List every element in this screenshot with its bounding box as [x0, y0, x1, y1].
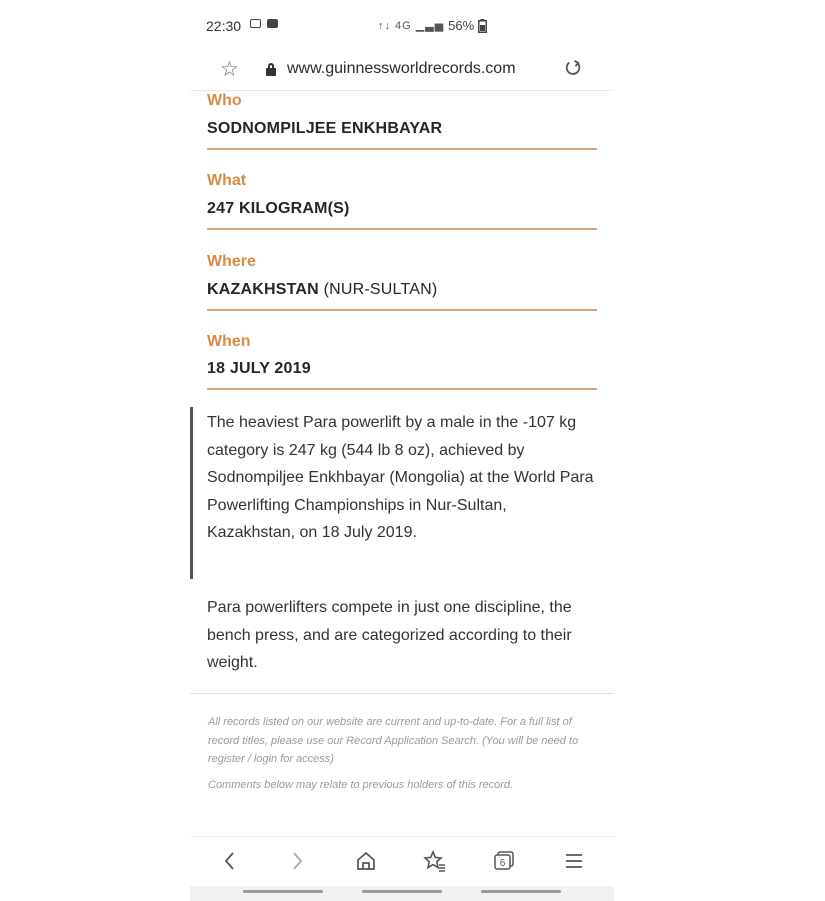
browser-screen — [190, 0, 614, 901]
address-bar — [190, 50, 614, 91]
where-city: (NUR-SULTAN) — [323, 281, 438, 298]
what-label: What — [207, 172, 247, 189]
menu-button[interactable] — [557, 847, 591, 877]
forward-button[interactable] — [280, 847, 314, 877]
back-icon — [220, 850, 240, 872]
bookmark-star-icon[interactable]: ☆ — [220, 58, 239, 81]
what-value: 247 KILOGRAM(S) — [207, 200, 350, 217]
record-where — [207, 251, 597, 311]
quote-bar — [190, 407, 193, 579]
bookmarks-button[interactable] — [418, 847, 452, 877]
home-button[interactable] — [349, 847, 383, 877]
disclaimer-text: All records listed on our website are current and up-to-date. For a full list of record titles, please use our Record Application Search. (You will be need to register / login for access) — [208, 716, 579, 765]
when-value: 18 JULY 2019 — [207, 360, 311, 377]
gallery-notification-icon — [250, 19, 261, 28]
record-note: Para powerlifters compete in just one discipline, the bench press, and are categorized according to their weight. — [207, 599, 572, 671]
tab-count: 6 — [499, 858, 506, 869]
comments-note: Comments below may relate to previous holders of this record. — [208, 779, 514, 791]
where-value — [207, 281, 437, 299]
status-bar — [190, 0, 614, 50]
forward-icon — [287, 850, 307, 872]
record-what — [207, 170, 597, 230]
battery-percentage: 56% — [448, 18, 475, 33]
who-value: SODNOMPILJEE ENKHBAYAR — [207, 120, 443, 137]
record-who — [207, 90, 597, 150]
who-label: Who — [207, 92, 242, 109]
gesture-handle-center[interactable] — [362, 890, 442, 893]
signal-icon: ↑↓ 4G ▁▃▅ — [378, 20, 445, 32]
menu-icon — [563, 850, 585, 872]
when-label: When — [207, 333, 251, 350]
notification-icons — [250, 19, 278, 28]
home-icon — [355, 850, 377, 872]
divider — [190, 693, 614, 694]
record-description: The heaviest Para powerlift by a male in the -107 kg category is 247 kg (544 lb 8 oz), achieved by Sodnompiljee Enkhbayar (Mongolia) at the World Para Powerlifting Championships in Nur-Sultan, Kazakhstan, on 18 July 2019. — [207, 414, 594, 541]
url-field[interactable]: www.guinnessworldrecords.com — [287, 60, 516, 77]
status-time: 22:30 — [206, 18, 242, 34]
back-button[interactable] — [213, 847, 247, 877]
gesture-handle-right[interactable] — [481, 890, 561, 893]
tabs-icon — [492, 850, 516, 872]
reload-icon[interactable] — [564, 59, 582, 77]
tabs-button[interactable] — [487, 847, 521, 877]
battery-icon — [478, 19, 487, 33]
where-label: Where — [207, 253, 256, 270]
gesture-bar — [190, 886, 614, 901]
youtube-notification-icon — [267, 19, 278, 28]
browser-toolbar — [190, 836, 614, 887]
bookmark-icon — [423, 850, 447, 872]
where-country: KAZAKHSTAN — [207, 281, 319, 298]
lock-icon[interactable] — [266, 63, 276, 76]
status-indicators — [378, 18, 487, 33]
record-when — [207, 331, 597, 390]
gesture-handle-left[interactable] — [243, 890, 323, 893]
